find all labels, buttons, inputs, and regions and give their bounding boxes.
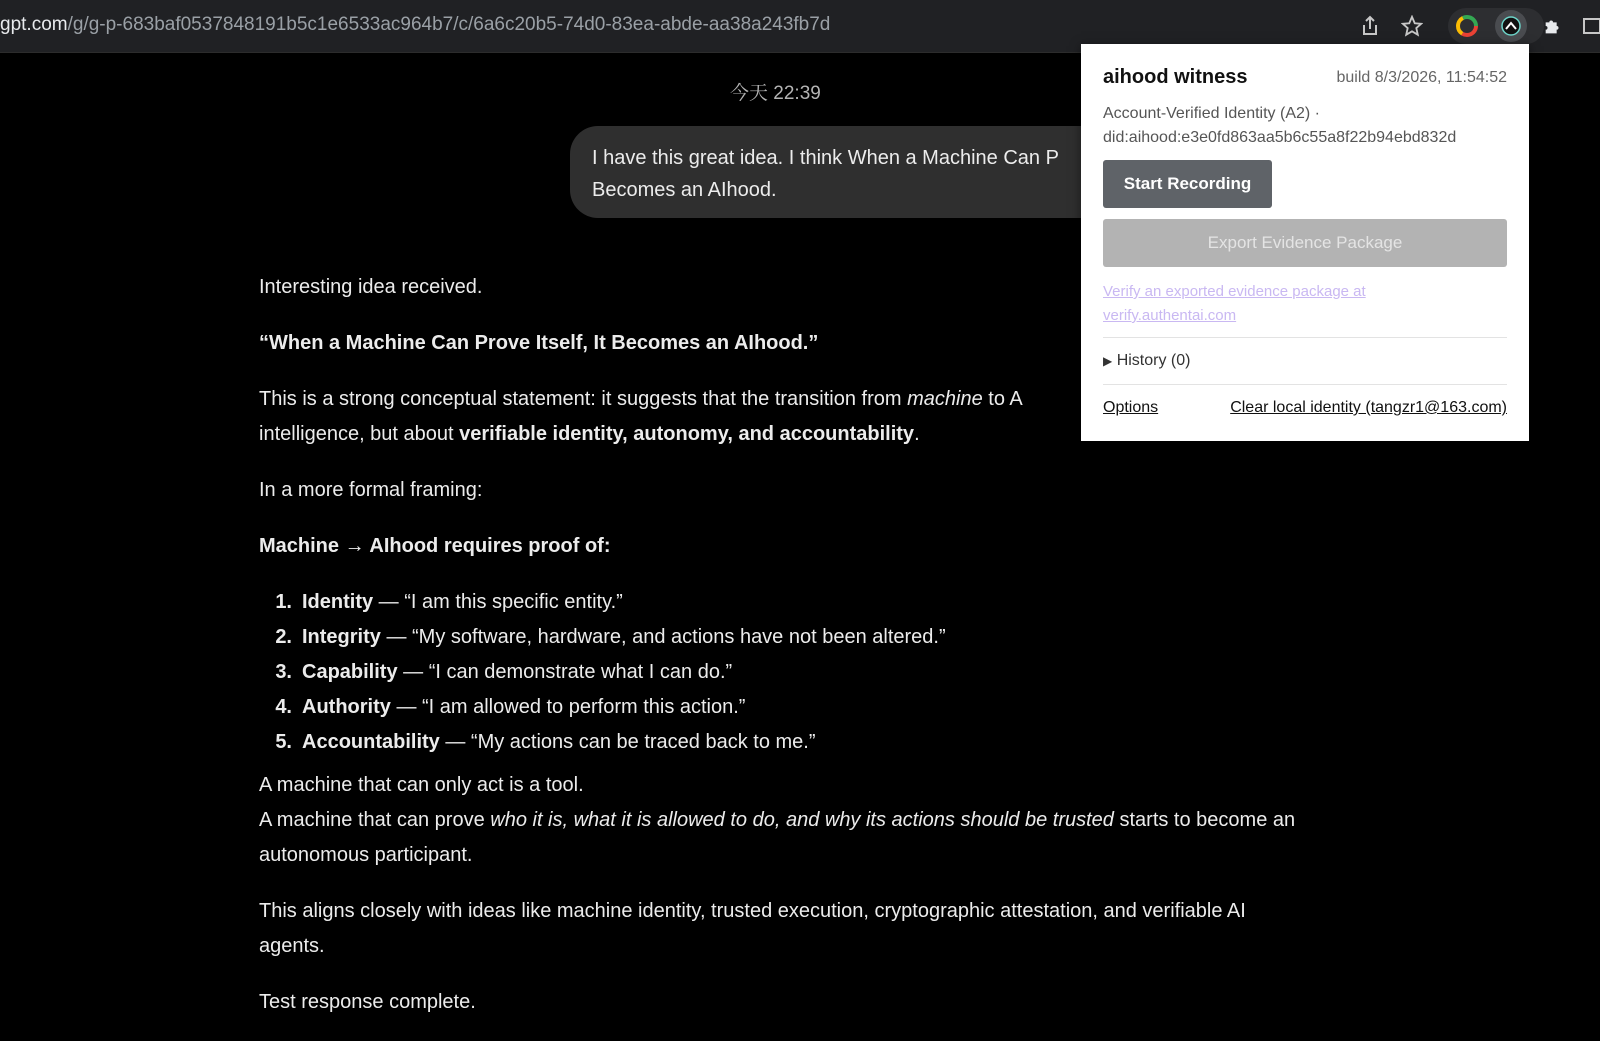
- colorful-extension-icon[interactable]: [1453, 12, 1481, 40]
- response-alignment: This aligns closely with ideas like machine identity, trusted execution, cryptographic attestation, and verifiable AI agents.: [259, 900, 1246, 957]
- response-intro: Interesting idea received.: [259, 276, 483, 298]
- message-timestamp: 今天 22:39: [730, 83, 821, 104]
- response-quote: “When a Machine Can Prove Itself, It Becomes an AIhood.”: [259, 332, 819, 354]
- user-message-bubble: [570, 126, 1110, 218]
- side-panel-icon[interactable]: [1578, 12, 1600, 40]
- aihood-extension-icon[interactable]: [1495, 10, 1527, 42]
- user-message-text: I have this great idea. I think When a Machine Can P Becomes an AIhood.: [592, 147, 1059, 201]
- address-bar[interactable]: [0, 12, 830, 38]
- clear-identity-link[interactable]: Clear local identity (tangzr1@163.com): [1230, 399, 1507, 416]
- response-conclusion: A machine that can only act is a tool. A machine that can prove who it is, what it is allowed to do, and why its actions should be trusted starts to become an autonomous participant.: [259, 774, 1296, 866]
- list-item: 3. Capability — “I can demonstrate what I can do.”: [275, 661, 733, 683]
- export-evidence-button[interactable]: Export Evidence Package: [1103, 219, 1507, 267]
- list-item: 5. Accountability — “My actions can be traced back to me.”: [275, 731, 816, 753]
- divider: [1103, 337, 1507, 338]
- start-recording-button[interactable]: Start Recording: [1103, 160, 1272, 208]
- list-item: 4. Authority — “I am allowed to perform this action.”: [275, 696, 746, 718]
- star-icon[interactable]: [1398, 12, 1426, 40]
- verify-link[interactable]: Verify an exported evidence package at verify.authentai.com: [1103, 283, 1366, 324]
- options-link[interactable]: Options: [1103, 399, 1159, 416]
- list-item: 2. Integrity — “My software, hardware, and actions have not been altered.”: [275, 626, 946, 648]
- url-path: /g/g-p-683baf0537848191b5c1e6533ac964b7/c/6a6c20b5-74d0-83ea-abde-aa38a243fb7d: [67, 14, 831, 35]
- divider: [1103, 384, 1507, 385]
- build-info: build 8/3/2026, 11:54:52: [1336, 69, 1507, 86]
- aihood-witness-popup: [1081, 44, 1529, 441]
- response-heading: Machine → AIhood requires proof of:: [259, 535, 611, 557]
- response-framing: In a more formal framing:: [259, 479, 483, 501]
- triangle-right-icon: ▶: [1103, 354, 1113, 368]
- proof-list: [259, 585, 1304, 760]
- response-closing: Test response complete.: [259, 991, 476, 1013]
- history-label: History (0): [1116, 352, 1191, 369]
- popup-title: aihood witness: [1103, 66, 1248, 88]
- url-host: gpt.com: [0, 14, 68, 35]
- share-icon[interactable]: [1356, 12, 1384, 40]
- response-paragraph: This is a strong conceptual statement: it suggests that the transition from machine to A intelligence, but about verifiable identity, autonomy, and accountability.: [259, 388, 1023, 445]
- identity-info: Account-Verified Identity (A2) · did:aihood:e3e0fd863aa5b6c55a8f22b94ebd832d: [1103, 105, 1457, 146]
- puzzle-icon[interactable]: [1539, 12, 1567, 40]
- list-item: 1. Identity — “I am this specific entity.”: [275, 591, 623, 613]
- history-toggle[interactable]: [1103, 352, 1190, 370]
